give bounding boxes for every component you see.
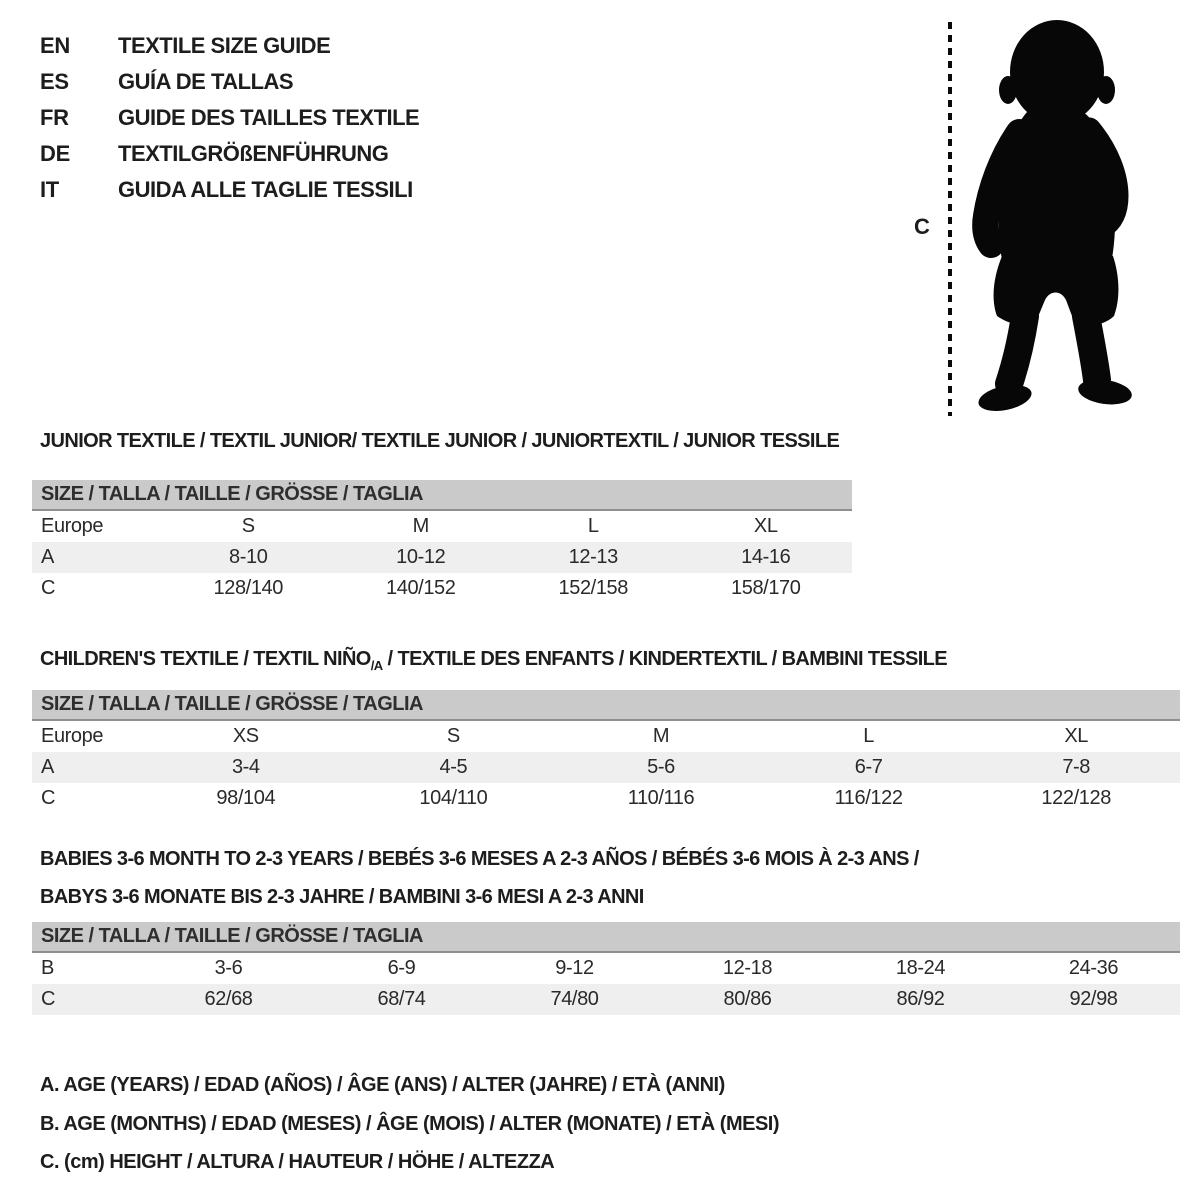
babies-section-title-line1: BABIES 3-6 MONTH TO 2-3 YEARS / BEBÉS 3-6 MESES A 2-3 AÑOS / BÉBÉS 3-6 MOIS À 2-3 ANS / [40,848,919,870]
age-cell: 3-4 [231,756,260,778]
row-label: C [41,988,56,1010]
height-cell: 128/140 [213,577,283,599]
size-header-row: SIZE / TALLA / TAILLE / GRÖSSE / TAGLIA [32,922,1180,953]
language-code: DE [40,141,70,166]
language-row-it [40,172,419,208]
height-cell: 158/170 [731,577,801,599]
age-cell: 8-10 [229,546,268,568]
language-title: GUIDE DES TAILLES TEXTILE [118,105,420,130]
size-cell: S [241,515,255,537]
size-cell: S [446,725,460,747]
table-row-europe [32,511,852,542]
height-cell: 140/152 [386,577,456,599]
language-row-de [40,136,419,172]
language-row-en [40,28,419,64]
language-title: TEXTILE SIZE GUIDE [118,33,331,58]
table-row-europe [32,721,1180,752]
children-title-pre: CHILDREN'S TEXTILE / TEXTIL NIÑO [40,648,371,670]
legend-note-age-years: A. AGE (YEARS) / EDAD (AÑOS) / ÂGE (ANS) / ALTER (JAHRE) / ETÀ (ANNI) [40,1074,725,1096]
months-cell: 18-24 [895,957,946,979]
age-cell: 4-5 [439,756,468,778]
height-cell: 62/68 [204,988,253,1010]
size-cell: XS [232,725,259,747]
height-cell: 74/80 [550,988,599,1010]
row-label: C [41,577,56,599]
age-cell: 14-16 [741,546,791,568]
months-cell: 12-18 [722,957,773,979]
age-cell: 6-7 [854,756,883,778]
legend-note-height: C. (cm) HEIGHT / ALTURA / HAUTEUR / HÖHE / ALTEZZA [40,1151,555,1173]
table-row-age [32,542,852,573]
language-row-es [40,64,419,100]
size-cell: L [587,515,599,537]
table-row-months [32,953,1180,984]
toddler-silhouette-icon [965,14,1145,418]
size-header-row: SIZE / TALLA / TAILLE / GRÖSSE / TAGLIA [32,480,852,511]
junior-size-table [32,480,852,604]
children-size-table [32,690,1180,814]
language-code: FR [40,105,69,130]
size-cell: XL [753,515,778,537]
months-cell: 6-9 [387,957,416,979]
height-cell: 68/74 [377,988,426,1010]
size-cell: M [652,725,670,747]
height-cell: 152/158 [558,577,628,599]
language-code: ES [40,69,69,94]
age-cell: 10-12 [396,546,446,568]
children-title-post: / TEXTILE DES ENFANTS / KINDERTEXTIL / BAMBINI TESSILE [382,648,948,670]
row-label: A [41,546,54,568]
height-cell: 98/104 [216,787,276,809]
junior-section-title: JUNIOR TEXTILE / TEXTIL JUNIOR/ TEXTILE JUNIOR / JUNIORTEXTIL / JUNIOR TESSILE [40,430,840,452]
age-cell: 12-13 [568,546,618,568]
height-cell: 122/128 [1041,787,1111,809]
height-cell: 86/92 [896,988,945,1010]
table-row-height [32,783,1180,814]
height-cell: 92/98 [1069,988,1118,1010]
language-code: IT [40,177,59,202]
age-cell: 5-6 [647,756,675,778]
row-label: Europe [41,725,104,747]
height-cell: 80/86 [723,988,772,1010]
size-cell: M [412,515,429,537]
language-title-list [40,28,419,208]
table-row-height [32,573,852,604]
language-title: TEXTILGRÖßENFÜHRUNG [118,141,389,166]
language-title: GUÍA DE TALLAS [118,69,294,94]
height-measure-dashed-line [948,22,952,416]
table-row-height [32,984,1180,1015]
size-cell: XL [1064,725,1088,747]
height-cell: 116/122 [834,787,903,809]
height-cell: 104/110 [419,787,488,809]
row-label: A [41,756,54,778]
row-label: C [41,787,56,809]
row-label: Europe [41,515,104,537]
size-cell: L [863,725,874,747]
months-cell: 9-12 [555,957,594,979]
row-label: B [41,957,54,979]
size-header-row: SIZE / TALLA / TAILLE / GRÖSSE / TAGLIA [32,690,1180,721]
babies-section-title-line2: BABYS 3-6 MONATE BIS 2-3 JAHRE / BAMBINI 3-6 MESI A 2-3 ANNI [40,886,644,908]
age-cell: 7-8 [1062,756,1091,778]
months-cell: 3-6 [214,957,243,979]
children-section-title [40,648,947,673]
language-code: EN [40,33,70,58]
height-cell: 110/116 [627,787,695,809]
legend-note-age-months: B. AGE (MONTHS) / EDAD (MESES) / ÂGE (MOIS) / ALTER (MONATE) / ETÀ (MESI) [40,1113,780,1135]
months-cell: 24-36 [1068,957,1119,979]
children-title-sub: /A [370,658,383,673]
babies-size-table [32,922,1180,1015]
language-title: GUIDA ALLE TAGLIE TESSILI [118,177,413,202]
height-measure-label: C [914,214,930,239]
table-row-age [32,752,1180,783]
language-row-fr [40,100,419,136]
